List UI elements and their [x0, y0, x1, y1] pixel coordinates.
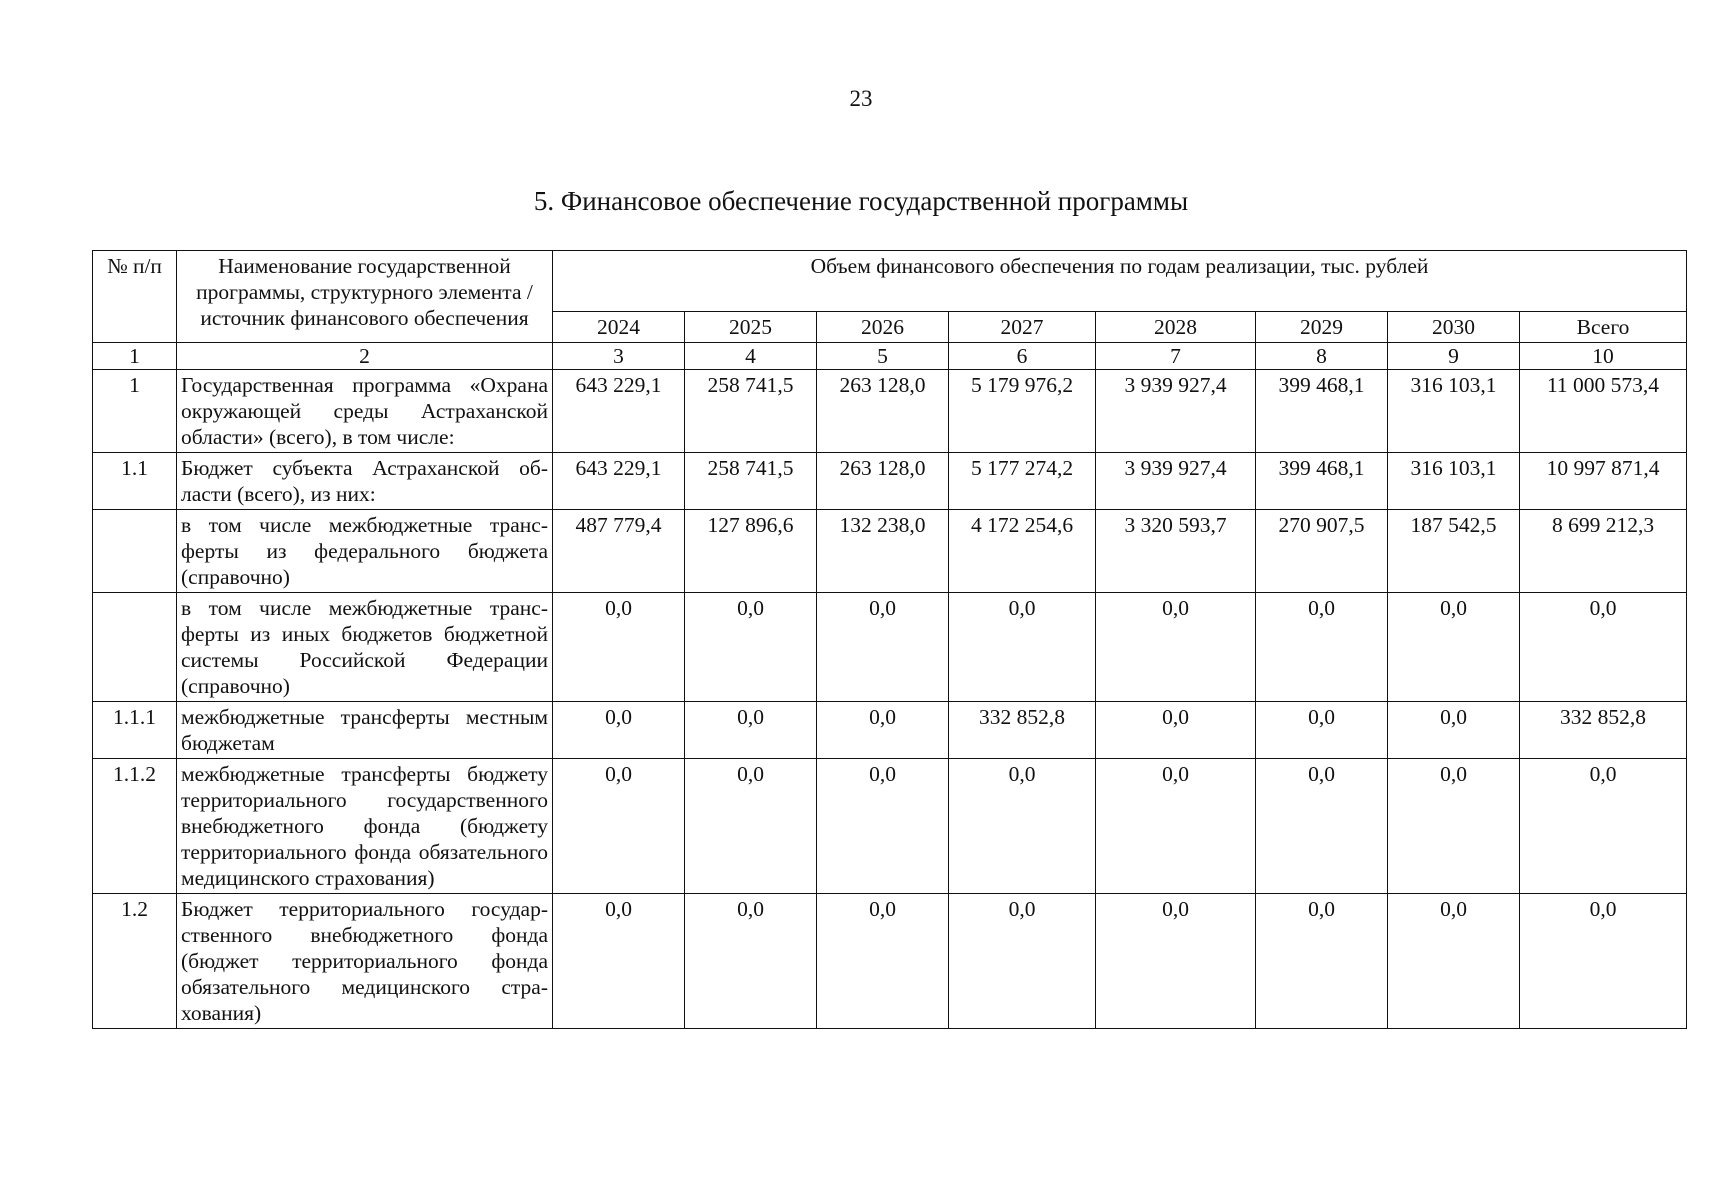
- value-cell: 187 542,5: [1388, 510, 1520, 593]
- value-cell: 487 779,4: [553, 510, 685, 593]
- total-cell: 332 852,8: [1520, 702, 1687, 759]
- page-number: 23: [849, 86, 873, 111]
- value-cell: 263 128,0: [817, 370, 949, 453]
- header-col-volume: Объем финансового обеспечения по годам реализации, тыс. рублей: [553, 251, 1687, 312]
- header-year: 2027: [949, 312, 1096, 343]
- value-cell: 0,0: [817, 894, 949, 1029]
- value-cell: 0,0: [553, 759, 685, 894]
- header-row: [93, 251, 1687, 312]
- value-cell: 5 179 976,2: [949, 370, 1096, 453]
- row-name: Бюджет территориального государственного внебюджетного фонда (бюджет территориального фонда обязательного медицинского страхования): [177, 894, 553, 1029]
- value-cell: 258 741,5: [685, 370, 817, 453]
- value-cell: 316 103,1: [1388, 453, 1520, 510]
- value-cell: 0,0: [685, 759, 817, 894]
- table-row: [93, 759, 1687, 894]
- header-col-num: № п/п: [93, 251, 177, 343]
- value-cell: 0,0: [949, 759, 1096, 894]
- column-number: 3: [553, 343, 685, 370]
- value-cell: 643 229,1: [553, 370, 685, 453]
- column-number: 5: [817, 343, 949, 370]
- row-name: межбюджетные трансферты бюджету территориального государственного внебюджетного фонда (бюджету территориального фонда обязательного медицинского страхования): [177, 759, 553, 894]
- column-numbers-row: [93, 343, 1687, 370]
- value-cell: 0,0: [1096, 702, 1256, 759]
- value-cell: 0,0: [1388, 702, 1520, 759]
- table-row: [93, 453, 1687, 510]
- header-year: 2025: [685, 312, 817, 343]
- value-cell: 0,0: [817, 759, 949, 894]
- row-number: 1.1.1: [93, 702, 177, 759]
- value-cell: 3 320 593,7: [1096, 510, 1256, 593]
- row-name: в том числе межбюджетные трансферты из иных бюджетов бюджетной системы Российской Федерации (справочно): [177, 593, 553, 702]
- value-cell: 263 128,0: [817, 453, 949, 510]
- value-cell: 0,0: [817, 702, 949, 759]
- value-cell: 0,0: [553, 593, 685, 702]
- value-cell: 4 172 254,6: [949, 510, 1096, 593]
- header-year: 2024: [553, 312, 685, 343]
- column-number: 10: [1520, 343, 1687, 370]
- value-cell: 0,0: [949, 894, 1096, 1029]
- value-cell: 132 238,0: [817, 510, 949, 593]
- header-year: 2028: [1096, 312, 1256, 343]
- value-cell: 0,0: [553, 894, 685, 1029]
- header-year-total: Всего: [1520, 312, 1687, 343]
- value-cell: 0,0: [685, 593, 817, 702]
- total-cell: 10 997 871,4: [1520, 453, 1687, 510]
- row-name: Государственная программа «Охрана окружающей среды Астраханской области» (всего), в том числе:: [177, 370, 553, 453]
- value-cell: 0,0: [1388, 894, 1520, 1029]
- value-cell: 399 468,1: [1256, 370, 1388, 453]
- table-row: [93, 593, 1687, 702]
- value-cell: 0,0: [553, 702, 685, 759]
- value-cell: 0,0: [1256, 702, 1388, 759]
- value-cell: 5 177 274,2: [949, 453, 1096, 510]
- column-number: 4: [685, 343, 817, 370]
- row-number: 1: [93, 370, 177, 453]
- header-year: 2029: [1256, 312, 1388, 343]
- column-number: 7: [1096, 343, 1256, 370]
- total-cell: 0,0: [1520, 894, 1687, 1029]
- value-cell: 3 939 927,4: [1096, 453, 1256, 510]
- table-row: [93, 894, 1687, 1029]
- value-cell: 0,0: [817, 593, 949, 702]
- column-number: 2: [177, 343, 553, 370]
- value-cell: 258 741,5: [685, 453, 817, 510]
- total-cell: 0,0: [1520, 759, 1687, 894]
- column-number: 6: [949, 343, 1096, 370]
- value-cell: 127 896,6: [685, 510, 817, 593]
- header-year: 2030: [1388, 312, 1520, 343]
- value-cell: 3 939 927,4: [1096, 370, 1256, 453]
- value-cell: 643 229,1: [553, 453, 685, 510]
- value-cell: 332 852,8: [949, 702, 1096, 759]
- page-title: 5. Финансовое обеспечение государственной программы: [533, 186, 1189, 216]
- value-cell: 0,0: [1388, 593, 1520, 702]
- value-cell: 399 468,1: [1256, 453, 1388, 510]
- total-cell: 11 000 573,4: [1520, 370, 1687, 453]
- row-number: 1.1.2: [93, 759, 177, 894]
- row-number: [93, 510, 177, 593]
- column-number: 8: [1256, 343, 1388, 370]
- total-cell: 8 699 212,3: [1520, 510, 1687, 593]
- row-name: в том числе межбюджетные трансферты из федерального бюджета (справочно): [177, 510, 553, 593]
- row-number: 1.2: [93, 894, 177, 1029]
- value-cell: 0,0: [1256, 894, 1388, 1029]
- row-name: межбюджетные трансферты местным бюджетам: [177, 702, 553, 759]
- table-row: [93, 370, 1687, 453]
- table-row: [93, 702, 1687, 759]
- header-col-name: Наименование государственной программы, структурного элемента / источник финансового обеспечения: [177, 251, 553, 343]
- value-cell: 0,0: [1096, 593, 1256, 702]
- value-cell: 0,0: [1256, 593, 1388, 702]
- value-cell: 0,0: [1096, 759, 1256, 894]
- value-cell: 270 907,5: [1256, 510, 1388, 593]
- value-cell: 0,0: [1256, 759, 1388, 894]
- financing-table: [92, 250, 1687, 1029]
- value-cell: 316 103,1: [1388, 370, 1520, 453]
- row-name: Бюджет субъекта Астраханской области (всего), из них:: [177, 453, 553, 510]
- value-cell: 0,0: [1388, 759, 1520, 894]
- total-cell: 0,0: [1520, 593, 1687, 702]
- value-cell: 0,0: [685, 894, 817, 1029]
- value-cell: 0,0: [685, 702, 817, 759]
- table-row: [93, 510, 1687, 593]
- column-number: 9: [1388, 343, 1520, 370]
- header-year: 2026: [817, 312, 949, 343]
- column-number: 1: [93, 343, 177, 370]
- row-number: 1.1: [93, 453, 177, 510]
- value-cell: 0,0: [1096, 894, 1256, 1029]
- value-cell: 0,0: [949, 593, 1096, 702]
- row-number: [93, 593, 177, 702]
